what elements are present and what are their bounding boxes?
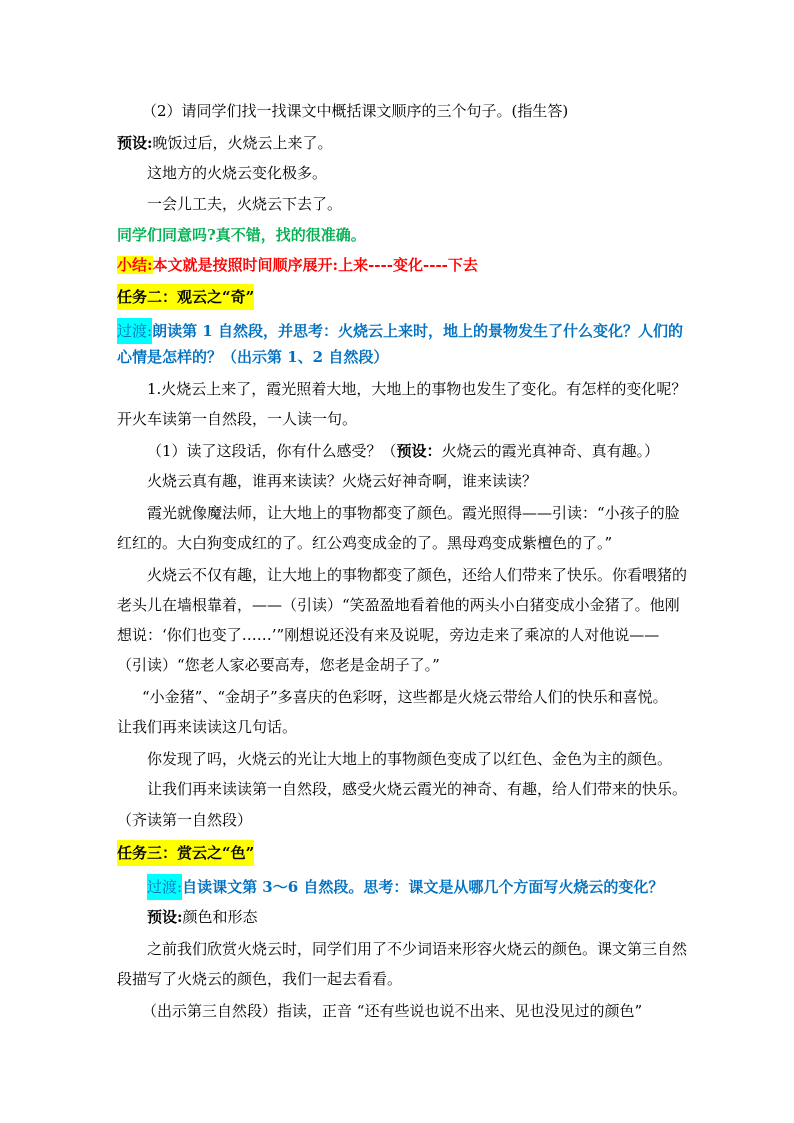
transition-label: 过渡: — [117, 318, 152, 344]
task-2-title: 任务二：观云之“奇” — [117, 284, 254, 310]
paragraph-colors: 之前我们欣赏火烧云时，同学们用了不少词语来形容火烧云的颜色。课文第三自然 — [147, 940, 688, 958]
paragraph-reread-cont: （齐读第一自然段） — [117, 811, 253, 829]
paragraph-reread: 让我们再来读读第一自然段，感受火烧云霞光的神奇、有趣，给人们带来的快乐。 — [147, 780, 688, 798]
paragraph-praise: 同学们同意吗?真不错，找的很准确。 — [117, 226, 366, 244]
feeling-preset-text: 火烧云的霞光真神奇、真有趣。） — [441, 442, 660, 460]
paragraph-joy: 火烧云不仅有趣，让大地上的事物都变了颜色，还给人们带来了快乐。你看喂猪的 — [147, 566, 688, 584]
paragraph-preset-1 — [117, 132, 333, 154]
task-3-title: 任务三：赏云之“色” — [117, 840, 254, 866]
feeling-question: （1）读了这段话，你有什么感受？（ — [147, 442, 397, 460]
paragraph-magician-cont: 红红的。大白狗变成红的了。红公鸡变成金的了。黑母鸡变成紫檀色的了。” — [117, 534, 613, 552]
summary-text: 本文就是按照时间顺序展开:上来----变化----下去 — [152, 256, 478, 274]
heading-task-3 — [117, 840, 254, 866]
paragraph-point-1: 1.火烧云上来了，霞光照着大地，大地上的事物也发生了变化。有怎样的变化呢？ — [147, 380, 687, 398]
paragraph-summary — [117, 254, 478, 276]
paragraph-joy-cont-3: （引读）“您老人家必要高寿，您老是金胡子了。” — [117, 656, 440, 674]
transition-2-text: 自读课文第 3～6 自然段。思考：课文是从哪几个方面写火烧云的变化？ — [182, 878, 664, 896]
paragraph-feeling — [147, 440, 659, 462]
paragraph-festive-cont: 让我们再来读读这几句话。 — [117, 718, 298, 736]
paragraph-transition-1 — [117, 318, 683, 344]
paragraph-transition-2 — [147, 874, 663, 900]
paragraph-colors-cont: 段描写了火烧云的颜色，我们一起去看看。 — [117, 970, 403, 988]
feeling-preset-label: 预设： — [396, 442, 442, 460]
paragraph-read-again: 火烧云真有趣，谁再来读读？火烧云好神奇啊，谁来读读？ — [147, 472, 538, 490]
paragraph-question-2: （2）请同学们找一找课文中概括课文顺序的三个句子。(指生答) — [142, 102, 569, 120]
paragraph-transition-1-cont: 心情是怎样的？（出示第 1、2 自然段） — [117, 348, 389, 366]
preset-label: 预设: — [117, 134, 153, 152]
summary-label: 小结: — [117, 256, 153, 274]
paragraph-discovery: 你发现了吗，火烧云的光让大地上的事物颜色变成了以红色、金色为主的颜色。 — [147, 750, 673, 768]
paragraph-magician: 霞光就像魔法师，让大地上的事物都变了颜色。霞光照得——引读：“小孩子的脸 — [147, 504, 680, 522]
transition-2-label: 过渡: — [147, 874, 182, 900]
paragraph-show-para-3: （出示第三自然段）指读，正音 “还有些说也说不出来、见也没见过的颜色” — [142, 1002, 643, 1020]
heading-task-2 — [117, 284, 254, 310]
preset-2-text: 颜色和形态 — [182, 908, 258, 926]
paragraph-joy-cont-1: 老头儿在墙根靠着，——（引读）“笑盈盈地看着他的两头小白猪变成小金猪了。他刚 — [117, 596, 680, 614]
paragraph-joy-cont-2: 想说：‘你们也变了……’”刚想说还没有来及说呢，旁边走来了乘凉的人对他说—— — [117, 626, 660, 644]
paragraph-point-1-cont: 开火车读第一自然段，一人读一句。 — [117, 410, 358, 428]
preset-text: 晚饭过后，火烧云上来了。 — [152, 134, 333, 152]
paragraph-sentence-2: 这地方的火烧云变化极多。 — [147, 164, 328, 182]
transition-text: 朗读第 1 自然段，并思考：火烧云上来时，地上的景物发生了什么变化？人们的 — [152, 322, 683, 340]
paragraph-sentence-3: 一会儿工夫，火烧云下去了。 — [147, 195, 343, 213]
paragraph-preset-2 — [147, 906, 258, 928]
preset-2-label: 预设: — [147, 908, 183, 926]
paragraph-festive: “小金猪”、“金胡子”多喜庆的色彩呀，这些都是火烧云带给人们的快乐和喜悦。 — [142, 688, 668, 706]
